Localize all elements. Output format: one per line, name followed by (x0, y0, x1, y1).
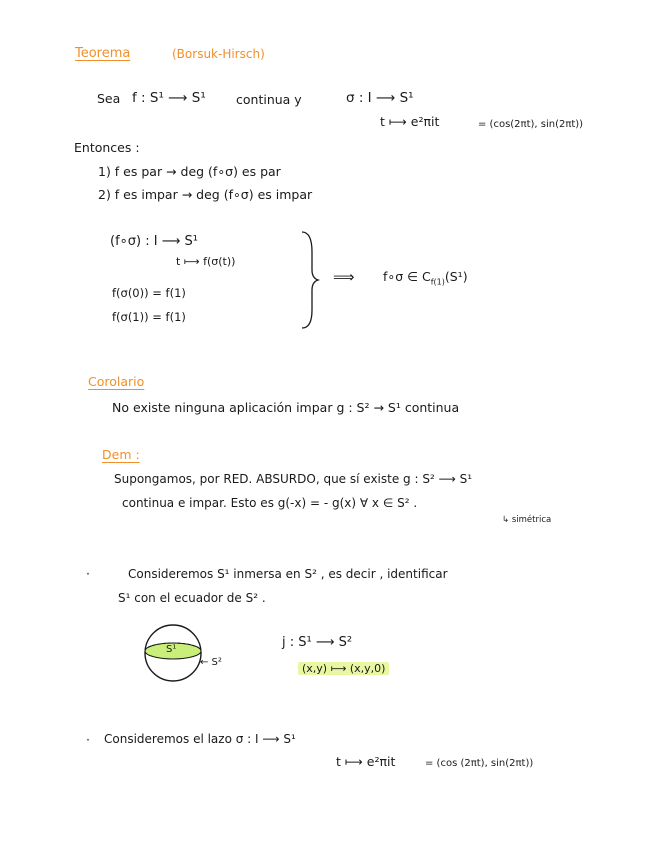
composite-map: (f∘σ) : I ⟶ S¹ (110, 234, 198, 249)
implies-arrow: ⟹ (333, 268, 355, 286)
conclusion-tail: (S¹) (444, 269, 468, 284)
conclusion (383, 271, 468, 287)
theorem-name: (Borsuk-Hirsch) (172, 47, 265, 61)
proof-line-1: Supongamos, por RED. ABSURDO, que sí existe g : S² ⟶ S¹ (114, 472, 473, 486)
item-2: 2) f es impar → deg (f∘σ) es impar (98, 187, 313, 202)
sea-word: Sea (97, 91, 121, 106)
proof-heading: Dem : (102, 447, 140, 462)
bullet-1: · (86, 566, 90, 581)
sphere-figure (140, 620, 210, 690)
entonces: Entonces : (74, 140, 140, 155)
theorem-heading: Teorema (75, 46, 131, 61)
sigma-rule: t ⟼ e²πit (380, 114, 440, 129)
sigma-map: σ : I ⟶ S¹ (346, 90, 414, 106)
consider-2: Consideremos el lazo σ : I ⟶ S¹ (104, 732, 296, 746)
corollary-heading: Corolario (88, 374, 145, 389)
f-map: f : S¹ ⟶ S¹ (132, 90, 206, 106)
curly-brace (300, 230, 320, 330)
symmetric-note: ↳ simétrica (502, 515, 552, 525)
loop-equation: = (cos (2πt), sin(2πt)) (425, 758, 534, 769)
loop-rule: t ⟼ e²πit (336, 754, 396, 769)
composite-rule: t ⟼ f(σ(t)) (176, 255, 236, 268)
sphere-label-outer: ← S² (200, 657, 222, 668)
sphere-label-inner: S¹ (166, 644, 177, 655)
continua-y: continua y (236, 92, 302, 107)
consider-1b: S¹ con el ecuador de S² . (118, 591, 266, 605)
consider-1a: Consideremos S¹ inmersa en S² , es decir , identificar (128, 567, 448, 581)
proof-line-2: continua e impar. Esto es g(-x) = - g(x) ∀ x ∈ S² . (122, 496, 418, 510)
condition-1: f(σ(1)) = f(1) (112, 310, 186, 324)
conclusion-sub: f(1) (430, 277, 445, 287)
sigma-equation: = (cos(2πt), sin(2πt)) (478, 119, 584, 130)
condition-0: f(σ(0)) = f(1) (112, 286, 186, 300)
corollary-statement: No existe ninguna aplicación impar g : S² → S¹ continua (112, 400, 460, 415)
conclusion-main: f∘σ ∈ C (383, 269, 431, 284)
j-rule: (x,y) ⟼ (x,y,0) (298, 662, 389, 675)
item-1: 1) f es par → deg (f∘σ) es par (98, 164, 281, 179)
j-map: j : S¹ ⟶ S² (282, 635, 353, 650)
bullet-2: · (86, 732, 90, 747)
